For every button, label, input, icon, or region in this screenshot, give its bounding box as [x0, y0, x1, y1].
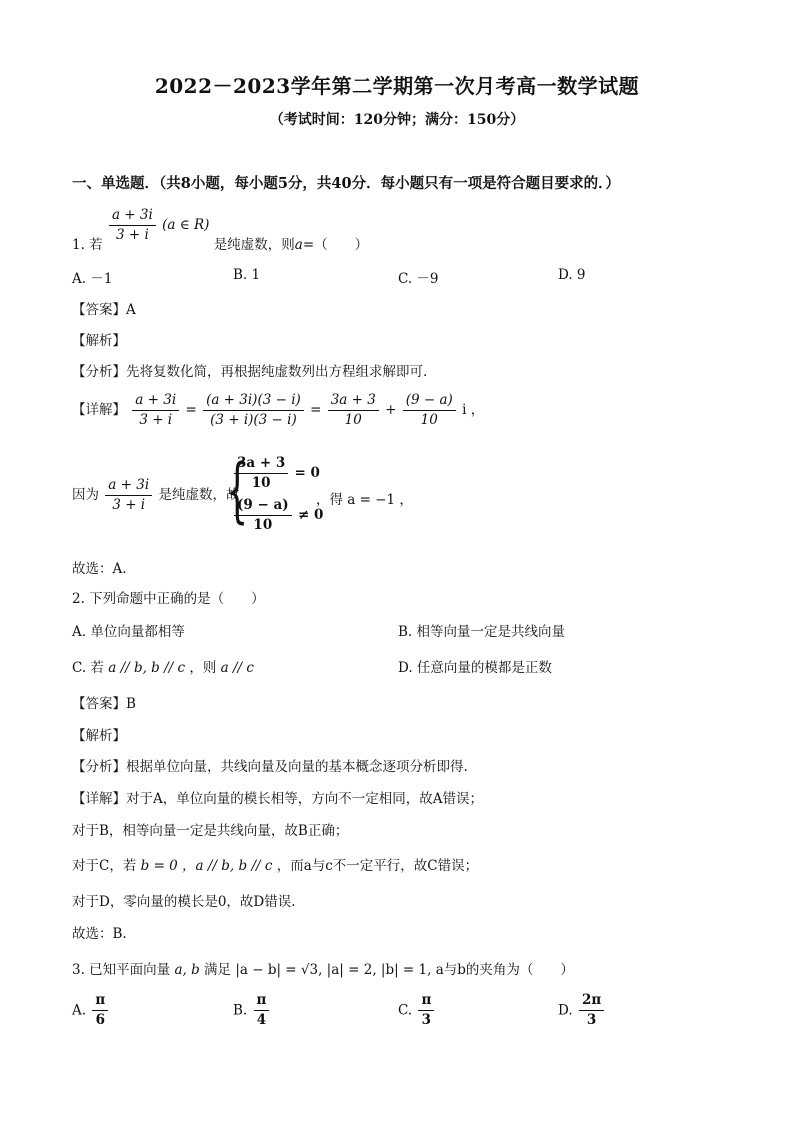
exam-info: （考试时间：120分钟；满分：150分） — [269, 112, 525, 128]
detail-prefix: 对于C，若 — [72, 858, 137, 874]
detail-line-4: 对于D，零向量的模长是0，故D错误. — [72, 894, 296, 910]
fraction — [328, 393, 379, 428]
result-text: ，得 a = −1 ， — [316, 492, 413, 508]
equals: = — [310, 402, 322, 418]
detail-equation — [72, 393, 484, 428]
stem-tail: =（ ） — [302, 237, 369, 253]
vector-expression: a // b, b // c — [108, 660, 186, 676]
question-2-stem: 2. 下列命题中正确的是（ ） — [72, 591, 265, 607]
numerator: π — [418, 993, 434, 1011]
numerator: 2π — [579, 993, 604, 1011]
stem-suffix: a与b的夹角为（ ） — [435, 962, 574, 978]
stem-prefix: 3. 已知平面向量 — [72, 962, 171, 978]
equation-tail: i ， — [462, 402, 485, 418]
condition: (a ∈ R) — [162, 217, 210, 233]
fraction — [234, 498, 292, 533]
denominator: 3 — [421, 1012, 432, 1028]
numerator: a + 3i — [109, 208, 156, 226]
fraction — [109, 208, 156, 243]
denominator: 3 + i — [139, 412, 173, 428]
equals: = — [185, 402, 197, 418]
option-c: C. －9 — [398, 271, 439, 287]
choose-line: 故选：A. — [72, 561, 127, 577]
numerator: (9 − a) — [234, 498, 292, 516]
numerator: a + 3i — [132, 393, 179, 411]
because-rest: 是纯虚数，故 — [158, 487, 240, 503]
option-a: A. 单位向量都相等 — [72, 624, 185, 640]
fraction — [254, 993, 270, 1028]
system-eq-2 — [232, 498, 323, 533]
detail-line-1: 【详解】对于A，单位向量的模长相等，方向不一定相同，故A错误； — [72, 791, 483, 807]
option-d: D. 任意向量的模都是正数 — [398, 660, 552, 676]
denominator: 10 — [253, 517, 273, 533]
fraction — [203, 393, 304, 428]
option-a: A. －1 — [72, 271, 113, 287]
denominator: 10 — [344, 412, 362, 428]
denominator: 10 — [420, 412, 438, 428]
option-b: B. 1 — [233, 267, 261, 283]
fraction — [418, 993, 434, 1028]
option-d — [558, 993, 606, 1028]
condition: 满足 |a − b| = √3, |a| = 2, |b| = 1, — [204, 962, 432, 978]
fraction — [132, 393, 179, 428]
numerator: (a + 3i)(3 − i) — [203, 393, 304, 411]
option-label: B. — [233, 1002, 248, 1019]
choose-line: 故选：B. — [72, 926, 127, 942]
option-c — [398, 993, 436, 1028]
solution-label: 【解析】 — [72, 333, 126, 349]
detail-suffix: ，而a与c不一定平行，故C错误； — [276, 858, 479, 874]
numerator: π — [254, 993, 270, 1011]
denominator: 4 — [256, 1012, 267, 1028]
solution-label: 【解析】 — [72, 728, 126, 744]
fraction — [92, 993, 108, 1028]
stem-text: 是纯虚数，则 — [213, 237, 295, 253]
denominator: 3 + i — [112, 497, 146, 513]
denominator: 3 + i — [115, 227, 149, 243]
relation: = 0 — [294, 465, 320, 481]
section-heading-single-choice: 一、单选题．（共8小题，每小题5分，共40分．每小题只有一项是符合题目要求的．） — [72, 175, 620, 192]
option-label: C. — [398, 1002, 413, 1019]
denominator: 6 — [95, 1012, 105, 1028]
fraction — [579, 993, 604, 1028]
answer-label: 【答案】A — [72, 302, 136, 318]
numerator: 3a + 3 — [234, 456, 288, 474]
vector-expression: a, b — [174, 962, 200, 978]
option-a — [72, 993, 110, 1028]
fraction — [234, 456, 288, 491]
question-number: 1. 若 — [72, 237, 103, 253]
option-b: B. 相等向量一定是共线向量 — [398, 624, 566, 640]
numerator: 3a + 3 — [328, 393, 379, 411]
option-c — [72, 656, 254, 676]
denominator: 10 — [251, 475, 271, 491]
answer-label: 【答案】B — [72, 696, 136, 712]
fraction — [105, 478, 152, 513]
question-3-stem — [72, 958, 574, 978]
page-title: 2022－2023学年第二学期第一次月考高一数学试题 — [154, 74, 640, 98]
variable: a — [294, 237, 303, 253]
option-b — [233, 993, 271, 1028]
vector-expression: a // c — [220, 660, 254, 676]
question-1-stem — [72, 207, 369, 253]
denominator: 3 — [586, 1012, 597, 1028]
plus: + — [385, 402, 397, 418]
analysis-text: 【分析】根据单位向量，共线向量及向量的基本概念逐项分析即得. — [72, 759, 468, 775]
fraction — [403, 393, 456, 428]
vector-expression: b = 0 ，a // b, b // c — [140, 858, 273, 874]
left-brace: { — [226, 449, 249, 531]
numerator: a + 3i — [105, 478, 152, 496]
option-label: D. — [558, 1002, 573, 1019]
relation: ≠ 0 — [297, 507, 324, 523]
because-text: 因为 — [72, 487, 99, 503]
option-c-mid: ，则 — [189, 660, 217, 676]
detail-label: 【详解】 — [72, 402, 126, 418]
option-d: D. 9 — [558, 267, 586, 283]
numerator: π — [92, 993, 108, 1011]
detail-line-2: 对于B，相等向量一定是共线向量，故B正确； — [72, 823, 349, 839]
analysis-text: 【分析】先将复数化简，再根据纯虚数列出方程组求解即可. — [72, 364, 428, 380]
option-label: A. — [72, 1002, 87, 1019]
option-c-prefix: C. 若 — [72, 660, 104, 676]
system-eq-1 — [232, 456, 320, 491]
numerator: (9 − a) — [403, 393, 456, 411]
because-line — [72, 478, 239, 513]
denominator: (3 + i)(3 − i) — [210, 412, 297, 428]
detail-line-3 — [72, 854, 478, 874]
